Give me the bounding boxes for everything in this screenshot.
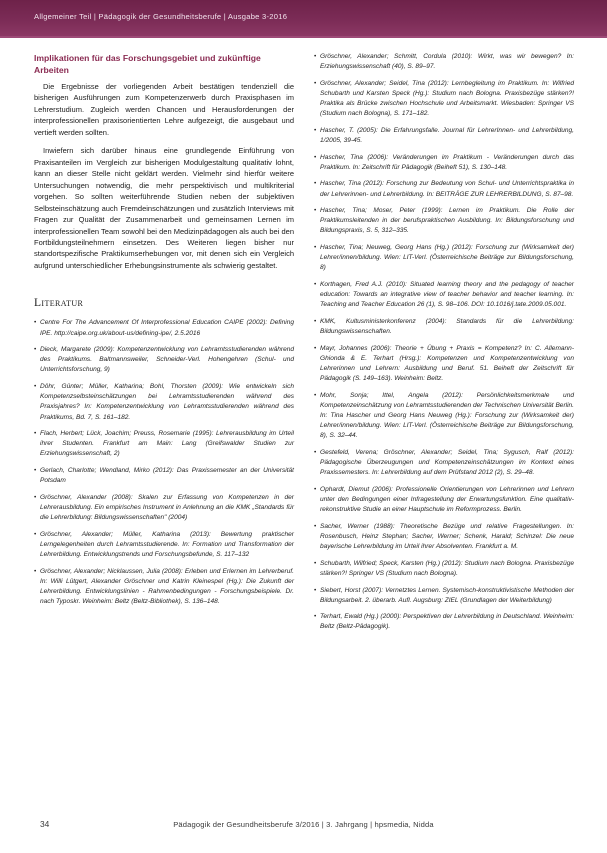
reference-item: • Hascher, T. (2005): Die Erfahrungsfalle. Journal für LehrerInnen- und Lehrerbildung, 1/2005, 39-45. [314, 126, 574, 146]
body-paragraph: Die Ergebnisse der vorliegenden Arbeit bestätigen tendenziell die bisherigen Ausführungen zum Kompetenzerwerb durch Praxisphasen im Lehrerstudium. Zugleich werden Chancen und Herausforderungen der interprofessionellen praxisorientierten Lehre aufgezeigt, die ausgebaut und vertieft werden sollten. [34, 81, 294, 137]
reference-item: • Gerlach, Charlotte; Wendland, Mirko (2012): Das Praxissemester an der Universität Potsdam [34, 466, 294, 486]
reference-item: • Terhart, Ewald (Hg.) (2000): Perspektiven der Lehrerbildung in Deutschland. Weinheim: Beltz (Beltz-Pädagogik). [314, 612, 574, 632]
section-heading-implikationen: Implikationen für das Forschungsgebiet und zukünftige Arbeiten [34, 53, 261, 76]
running-head: Allgemeiner Teil | Pädagogik der Gesundheitsberufe | Ausgabe 3-2016 [34, 12, 288, 21]
reference-item: • Hascher, Tina; Moser, Peter (1999): Lernen im Praktikum. Die Rolle der Praktikumsleitenden in der berufspraktischen Ausbildung. In: Bildungsforschung und Bildungspraxis, S. 5, 312–335. [314, 206, 574, 236]
body-paragraph: Inwiefern sich darüber hinaus eine grundlegende Einführung von Praxisanteilen im Vergleich zur bisherigen Modulgestaltung qualitativ lohnt, kann an dieser Stelle nicht geklärt werden. Vielmehr sind hierfür weitere Untersuchungen notwendig, die mehr perspektivisch und multikriterial vorgehen. So sollten weiterführende Studien neben der subjektiven Selbsteinschätzung auch Fremdeinschätzungen und zusätzlich Interviews mit Fragen zur Qualität der Zusammenarbeit und gemeinsamen Lernen im interprofessionellen Team sowohl bei den Medizinpädagogen als auch bei den Fortbildungsteilnehmern einsetzen. Des Weiteren liegen bisher nur standortspezifische Praktikumserhebungen vor, mit denen sich ein Vergleich aufgrund unterschiedlicher Erhebungsinstrumente als schwierig gestaltet. [34, 146, 294, 270]
footer-imprint: Pädagogik der Gesundheitsberufe 3/2016 | 3. Jahrgang | hpsmedia, Nidda [173, 820, 434, 829]
reference-item: • Mohr, Sonja; Ittel, Angela (2012): Persönlichkeitsmerkmale und Kompetenzeinschätzung von Lehramtsstudierenden der Technischen Universität Berlin. In: Tina Hascher und Georg Hans Neuweg (Hg.): Forschung zur (Wirksamkeit der) Lehrer/innen/bildung. Wien: LIT-Verl. (Österreichische Beiträge zur Bildungsforschung, 8), S. 32–44. [314, 391, 574, 442]
header-rule [0, 36, 607, 38]
left-column [34, 52, 294, 792]
page-number: 34 [40, 819, 50, 829]
reference-item: • Gestefeld, Verena; Gröschner, Alexander; Seidel, Tina; Sygusch, Ralf (2012): Pädagogische Überzeugungen und Kompetenzeinschätzungen im Kontext eines Praxissemesters. In: Lehrerbildung auf dem Prüfstand 2012 (2), S. 29–48. [314, 448, 574, 478]
reference-item: • Gröschner, Alexander; Schmitt, Cordula (2010): Wirkt, was wir bewegen? In: Erziehungswissenschaft (40), S. 89–97. [314, 52, 574, 72]
reference-item: • Siebert, Horst (2007): Vernetztes Lernen. Systemisch-konstruktivistische Methoden der Bildungsarbeit. 2. überarb. Aufl. Augsburg: ZIEL (Grundlagen der Weiterbildung) [314, 586, 574, 606]
reference-item: • Schubarth, Wilfried; Speck, Karsten (Hg.) (2012): Studium nach Bologna. Praxisbezüge stärken?! Springer VS (Studium nach Bologna). [314, 559, 574, 579]
reference-list-right [314, 52, 574, 633]
reference-item: • Hascher, Tina; Neuweg, Georg Hans (Hg.) (2012): Forschung zur (Wirksamkeit der) Lehrer/innen/bildung. Wien: LIT-Verl. (Österreichische Beiträge zur Bildungsforschung, 8) [314, 243, 574, 273]
reference-item: • Centre For The Advancement Of Interprofessional Education CAIPE (2002): Defining IPE. http://caipe.org.uk/about-us/defining-ipe/, 2.5.2016 [34, 318, 294, 338]
page-columns [34, 52, 574, 792]
reference-item: • Korthagen, Fred A.J. (2010): Situated learning theory and the pedagogy of teacher education: Towards an integrative view of teacher behavior and teacher learning. In: Teaching and Teacher Education 26 (1), S. 98–106. DOI: 10.1016/j.tate.2009.05.001. [314, 280, 574, 310]
reference-item: • Ophardt, Diemut (2006): Professionelle Orientierungen von Lehrerinnen und Lehrern unter den Bedingungen einer Infragestellung der Erwartungsfunktion. Eine qualitativ-rekonstruktive Studie an einer Hauptschule im Reformprozess. Berlin. [314, 485, 574, 515]
page-footer [0, 801, 607, 853]
reference-item: • Dieck, Margarete (2009): Kompetenzentwicklung von Lehramtsstudierenden während des Praktikums. Baltmannsweiler, Schneider-Verl. Hohengehren (Schul- und Unterrichtsforschung, 9) [34, 345, 294, 375]
reference-item: • Gröschner, Alexander; Nicklaussen, Julia (2008): Erleben und Erlernen im Lehrerberuf. In: Willi Lütgert, Alexander Gröschner und Katrin Kleinespel (Hg.): Die Zukunft der Lehrerbildung. Entwicklungslinien - Rahmenbedingungen - Forschungsbeispiele. Dr. nach Typoskr. Weinheim: Beltz (Beltz-Bibliothek), S. 136–148. [34, 567, 294, 608]
reference-item: • Mayr, Johannes (2006): Theorie + Übung + Praxis = Kompetenz? In: C. Allemann-Ghionda & E. Terhart (Hrsg.): Kompetenzen und Kompetenzentwicklung von Lehrerinnen und Lehrern: Ausbildung und Beruf. 51. Beiheft der Zeitschrift für Pädagogik (S. 149–163). Weinheim: Beltz. [314, 344, 574, 385]
page-header-bar [0, 0, 607, 38]
reference-item: • Sacher, Werner (1988): Theoretische Bezüge und relative Fragestellungen. In: Rosenbusch, Heinz Stephan; Sacher, Werner; Schenk, Harald; Schinzel: Die neue bayerische Lehrerbildung im Urteil ihrer Absolventen. Frankfurt a. M. [314, 522, 574, 552]
reference-item: • Gröschner, Alexander; Müller, Katharina (2013): Bewertung praktischer Lerngelegenheiten durch Lehramtsstudierende. In: Formation und Transformation der Lehrerbildung. Entwicklungstrends und Forschungsbefunde, S. 117–132 [34, 530, 294, 560]
literatur-heading: Literatur [34, 297, 84, 310]
reference-item: • Gröschner, Alexander (2008): Skalen zur Erfassung von Kompetenzen in der Lehrerausbildung. Ein empirisches Instrument in Anlehnung an die KMK „Standards für die Lehrerbildung: Bildungswissenschaften" (2004) [34, 493, 294, 523]
reference-item: • Hascher, Tina (2012): Forschung zur Bedeutung von Schul- und Unterrichtspraktika in der Lehrerinnen- und Lehrerbildung. In: BEITRÄGE ZUR LEHRERBILDUNG, S. 87–98. [314, 179, 574, 199]
reference-item: • Gröschner, Alexander; Seidel, Tina (2012): Lernbegleitung im Praktikum. In: Wilfried Schubarth und Karsten Speck (Hg.): Studium nach Bologna. Praxisbezüge stärken?! Praktika als Brücke zwischen Hochschule und Arbeitsmarkt. Wiesbaden: Springer VS (Studium nach Bologna), S. 171–182. [314, 79, 574, 120]
reference-item: • KMK, Kultusministerkonferenz (2004): Standards für die Lehrerbildung: Bildungswissenschaften. [314, 317, 574, 337]
reference-item: • Hascher, Tina (2006): Veränderungen im Praktikum - Veränderungen durch das Praktikum. In: Zeitschrift für Pädagogik (Beiheft 51), S. 130–148. [314, 153, 574, 173]
reference-item: • Flach, Herbert; Lück, Joachim; Preuss, Rosemarie (1995): Lehrerausbildung im Urteil ihrer Studenten. Frankfurt am Main: Lang (Greifswalder Studien zur Erziehungswissenschaft, 2) [34, 429, 294, 459]
reference-list-left [34, 318, 294, 607]
reference-item: • Döhr, Günter; Müller, Katharina; Bohl, Thorsten (2009): Wie entwickeln sich Kompetenzselbsteinschätzungen bei Lehramtsstudierenden während des Praxisjahres? In: Kompetenzentwicklung von Lehramtsstudierenden während des Praktikums, Bd. 7, S. 161–182. [34, 382, 294, 423]
right-column [314, 52, 574, 792]
